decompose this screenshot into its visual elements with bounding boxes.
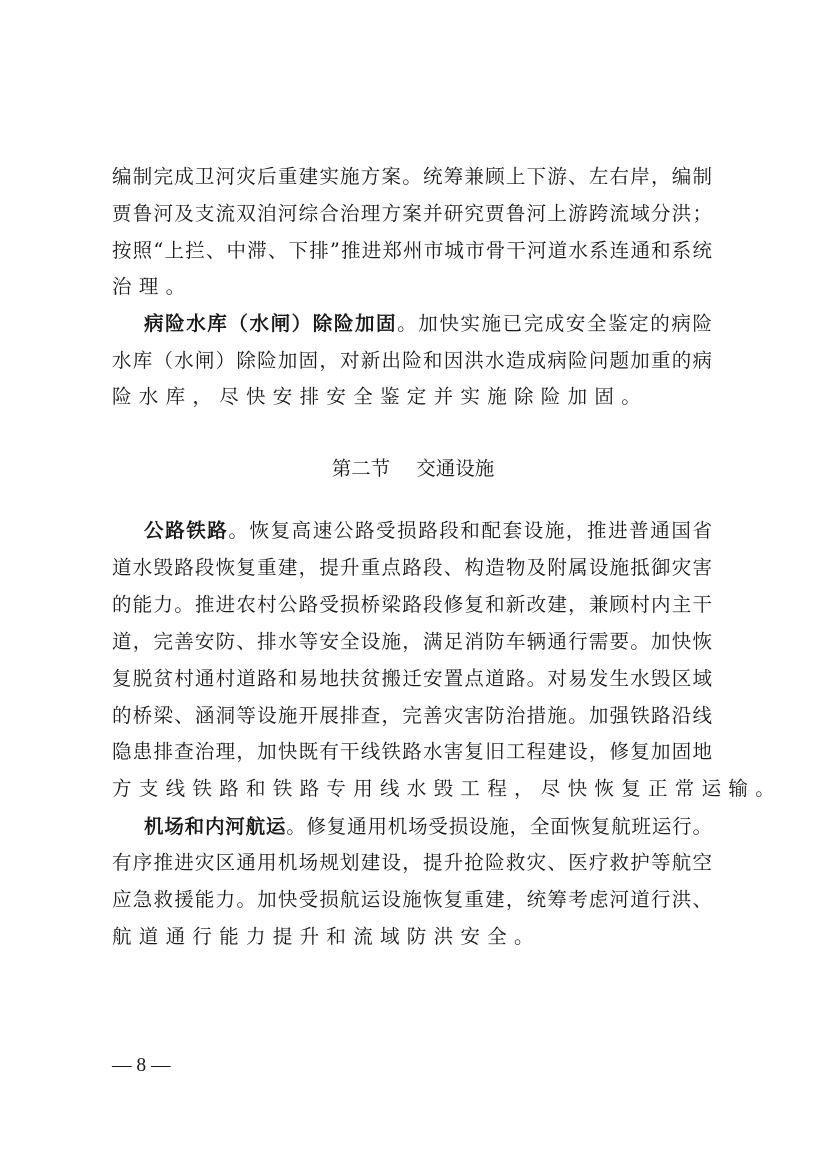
paragraph-lead-title: 公路铁路 bbox=[144, 519, 229, 542]
paragraph-text: 航道通行能力提升和流域防洪安全。 bbox=[112, 925, 541, 948]
section-title: 交通设施 bbox=[416, 457, 495, 480]
paragraph-lead-title: 病险水库（水闸）除险加固 bbox=[144, 312, 398, 335]
paragraph-text: 。恢复高速公路受损路段和配套设施，推进普通国省 bbox=[228, 519, 712, 542]
paragraph-line bbox=[112, 592, 712, 618]
paragraph-text: 方支线铁路和铁路专用线水毁工程，尽快恢复正常运输。 bbox=[112, 777, 783, 800]
paragraph-line bbox=[144, 814, 712, 840]
paragraph-text: 应急救援能力。加快受损航运设施恢复重建，统筹考虑河道行洪、 bbox=[112, 888, 712, 911]
paragraph-line bbox=[112, 238, 712, 264]
paragraph-line bbox=[112, 629, 712, 655]
paragraph-lead-title: 机场和内河航运 bbox=[144, 815, 287, 838]
paragraph-line bbox=[112, 739, 712, 765]
paragraph-text: 的桥梁、涵洞等设施开展排查，完善灾害防治措施。加强铁路沿线 bbox=[112, 704, 712, 727]
paragraph-text: 复脱贫村通村道路和易地扶贫搬迁安置点道路。对易发生水毁区域 bbox=[112, 667, 712, 690]
paragraph-line bbox=[112, 201, 712, 227]
paragraph-text: 。加快实施已完成安全鉴定的病险 bbox=[397, 312, 712, 335]
paragraph-text: 道水毁路段恢复重建，提升重点路段、构造物及附属设施抵御灾害 bbox=[112, 556, 712, 579]
paragraph-text: 道，完善安防、排水等安全设施，满足消防车辆通行需要。加快恢 bbox=[112, 630, 712, 653]
paragraph-line bbox=[112, 703, 712, 729]
paragraph-line bbox=[144, 311, 712, 337]
paragraph-text: 有序推进灾区通用机场规划建设，提升抢险救灾、医疗救护等航空 bbox=[112, 851, 712, 874]
paragraph-line bbox=[112, 666, 712, 692]
paragraph-line bbox=[112, 850, 712, 876]
paragraph-text: 按照“上拦、中滞、下排”推进郑州市城市骨干河道水系连通和系统 bbox=[112, 239, 712, 262]
paragraph-text: 险水库，尽快安排安全鉴定并实施除险加固。 bbox=[112, 385, 649, 408]
paragraph-line bbox=[112, 887, 712, 913]
paragraph-line bbox=[144, 518, 712, 544]
paragraph-line bbox=[112, 924, 712, 950]
paragraph-text: 隐患排查治理，加快既有干线铁路水害复旧工程建设，修复加固地 bbox=[112, 740, 712, 763]
paragraph-text: 。修复通用机场受损设施，全面恢复航班运行。 bbox=[286, 815, 712, 838]
paragraph-line bbox=[112, 555, 712, 581]
section-number: 第二节 bbox=[331, 457, 391, 480]
paragraph-line bbox=[112, 348, 712, 374]
paragraph-text: 贾鲁河及支流双洎河综合治理方案并研究贾鲁河上游跨流域分洪； bbox=[112, 202, 712, 225]
paragraph-line bbox=[112, 274, 712, 300]
paragraph-text: 水库（水闸）除险加固，对新出险和因洪水造成病险问题加重的病 bbox=[112, 349, 712, 372]
paragraph-line bbox=[112, 776, 783, 802]
paragraph-line bbox=[112, 384, 712, 410]
paragraph-text: 编制完成卫河灾后重建实施方案。统筹兼顾上下游、左右岸，编制 bbox=[112, 165, 712, 188]
section-heading bbox=[0, 456, 826, 482]
paragraph-text: 的能力。推进农村公路受损桥梁路段修复和新改建，兼顾村内主干 bbox=[112, 593, 712, 616]
paragraph-text: 治理。 bbox=[112, 275, 193, 298]
paragraph-line bbox=[112, 164, 712, 190]
page-number: — 8 — bbox=[112, 1055, 171, 1076]
